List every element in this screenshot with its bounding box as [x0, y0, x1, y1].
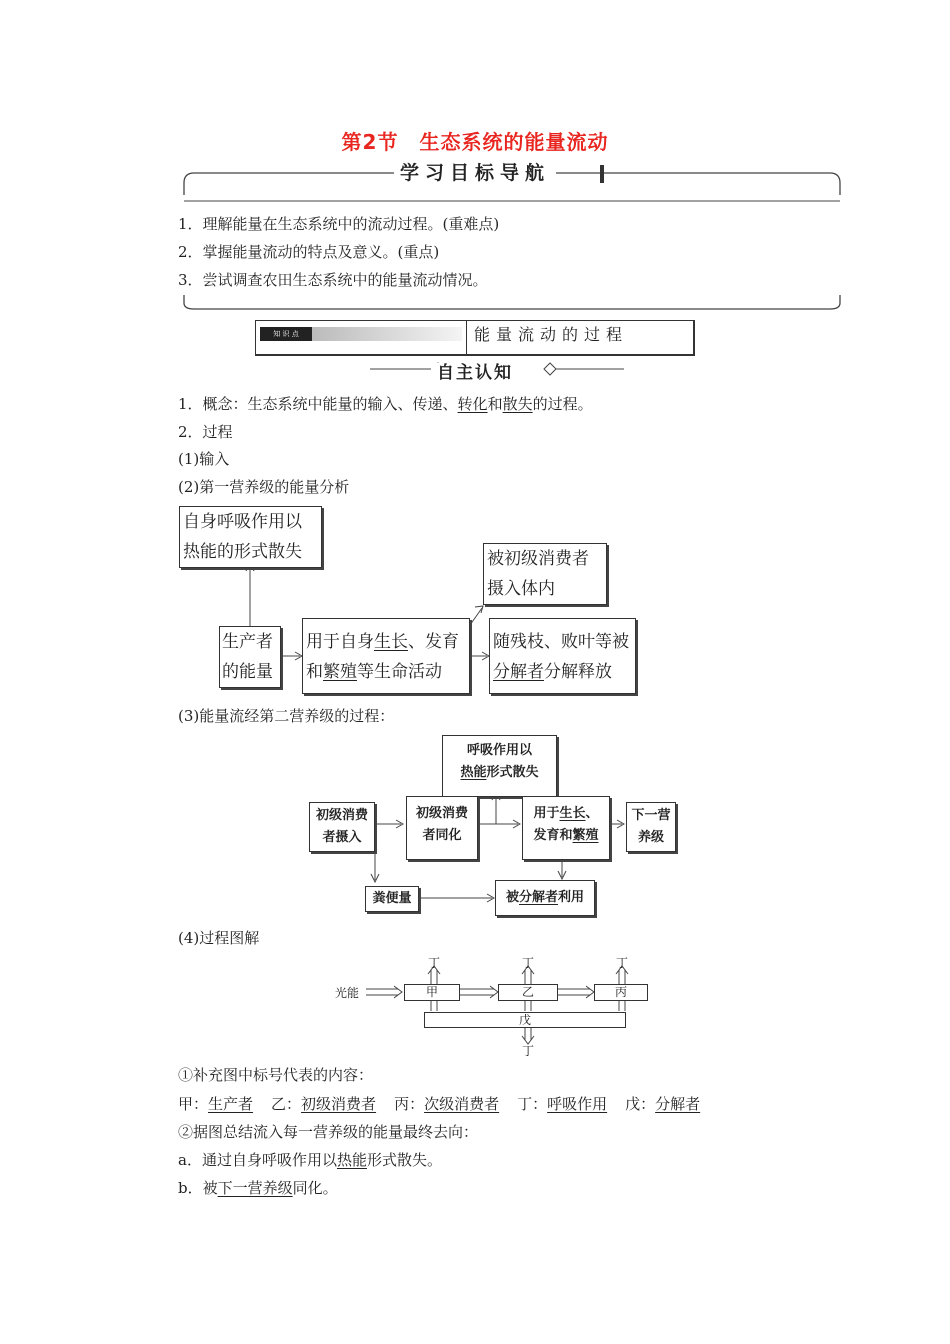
knowledge-tag-gradient [312, 327, 462, 341]
ding-label-3: 丁 [616, 956, 629, 970]
light-label: 光能 [335, 986, 360, 1000]
process-diagram-arrows [330, 950, 660, 1060]
goal-item-1: 1．理解能量在生态系统中的流动过程。(重难点) [178, 215, 500, 233]
knowledge-point-bar [255, 320, 695, 356]
wu-box: 戊 [424, 1012, 626, 1028]
answer-a: a．通过自身呼吸作用以热能形式散失。 [178, 1151, 442, 1169]
jia-box: 甲 [404, 984, 460, 1001]
eaten-box: 被初级消费者 摄入体内 [483, 543, 607, 605]
first-level-heading: (2)第一营养级的能量分析 [178, 478, 350, 496]
question-1: ①补充图中标号代表的内容： [178, 1066, 374, 1084]
bing-box: 丙 [594, 984, 648, 1001]
knowledge-tag: 知 识 点 [260, 327, 312, 341]
goal-item-2: 2．掌握能量流动的特点及意义。(重点) [178, 243, 440, 261]
ding-label-4: 丁 [522, 1044, 535, 1058]
second-level-heading: (3)能量流经第二营养级的过程： [178, 707, 395, 725]
process-heading: 2．过程 [178, 423, 233, 441]
question-2: ②据图总结流入每一营养级的能量最终去向： [178, 1123, 479, 1141]
ding-label-2: 丁 [522, 956, 535, 970]
answer-b: b．被下一营养级同化。 [178, 1179, 338, 1197]
d2-growth-box: 用于生长、 发育和繁殖 [522, 796, 610, 860]
diagram-heading: (4)过程图解 [178, 929, 260, 947]
d2-feces-box: 粪便量 [365, 886, 419, 912]
growth-box: 用于自身生长、发育 和繁殖等生命活动 [302, 618, 470, 694]
ding-label-1: 丁 [428, 956, 441, 970]
d2-assimilation-box: 初级消费 者同化 [406, 796, 478, 860]
goals-heading: 学习目标导航 [0, 158, 950, 185]
input-heading: (1)输入 [178, 450, 230, 468]
d2-decomposer-box: 被分解者利用 [495, 880, 595, 916]
decomposer-box: 随残枝、败叶等被 分解者分解释放 [489, 618, 636, 694]
d2-respiration-box: 呼吸作用以 热能形式散失 [442, 735, 557, 797]
d2-intake-box: 初级消费 者摄入 [309, 802, 375, 852]
yi-box: 乙 [498, 984, 558, 1001]
d2-next-level-box: 下一营 养级 [626, 802, 676, 852]
respiration-box: 自身呼吸作用以 热能的形式散失 [179, 506, 322, 568]
answer-line: 甲：生产者 乙：初级消费者 丙：次级消费者 丁：呼吸作用 戊：分解者 [178, 1095, 701, 1113]
goal-item-3: 3．尝试调查农田生态系统中的能量流动情况。 [178, 271, 488, 289]
producer-energy-box: 生产者 的能量 [219, 626, 281, 688]
concept-line: 1．概念：生态系统中能量的输入、传递、转化和散失的过程。 [178, 395, 593, 413]
goals-frame [176, 165, 848, 315]
section-heading: 自主认知 [0, 358, 950, 383]
page-title: 第2节 生态系统的能量流动 [341, 130, 609, 154]
knowledge-title: 能量流动的过程 [474, 325, 629, 344]
